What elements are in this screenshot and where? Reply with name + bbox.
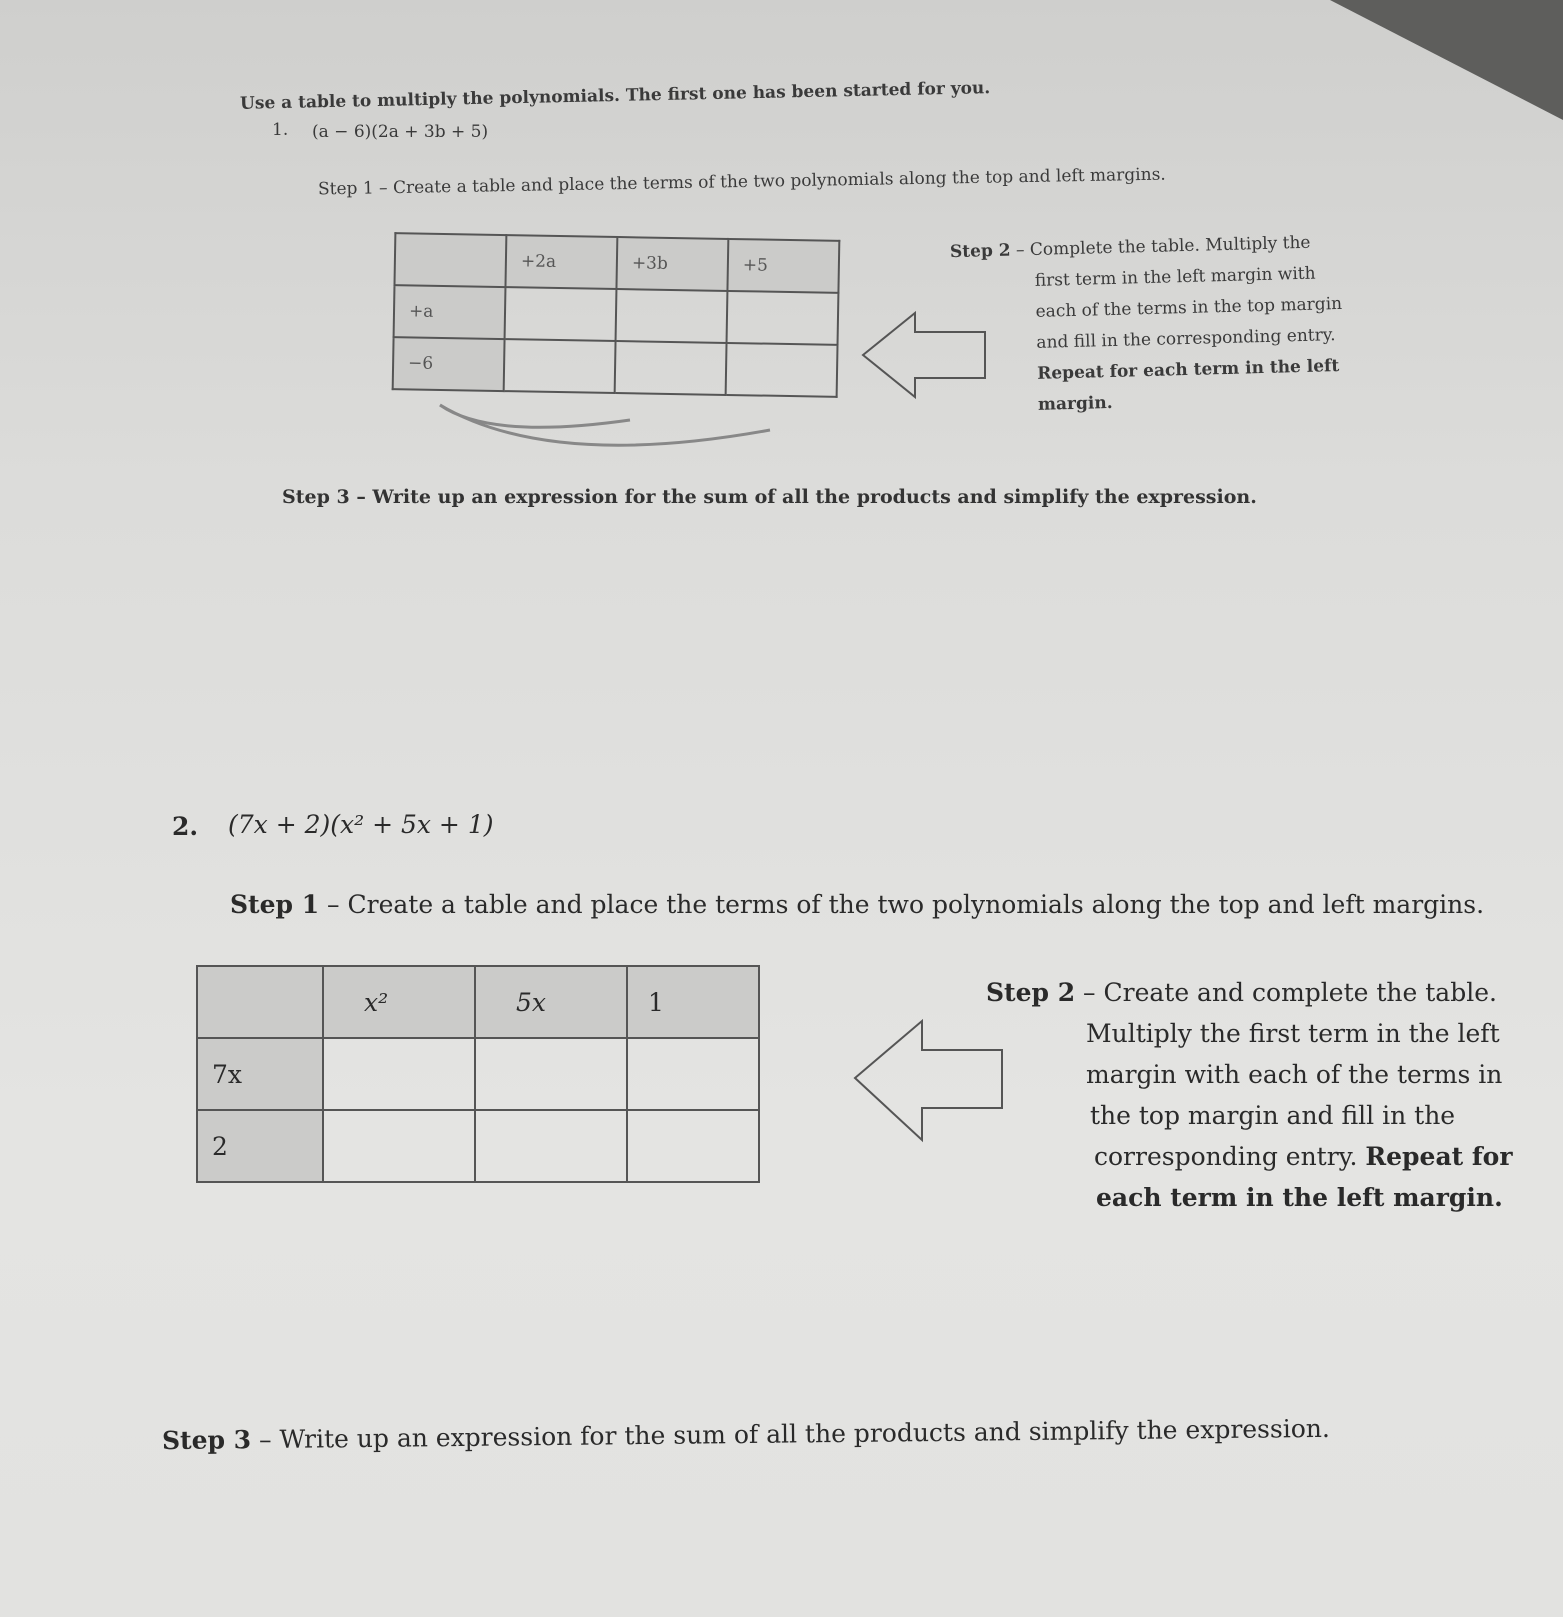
problem2-step2 [986,972,1513,1218]
top-term: 1 [627,966,759,1038]
left-term: 7x [197,1038,323,1110]
product-cell[interactable] [475,1110,627,1182]
product-cell[interactable] [504,339,616,393]
instructions: Use a table to multiply the polynomials. The first one has been started for you. [239,78,991,114]
product-cell[interactable] [727,291,839,345]
product-cell[interactable] [627,1110,759,1182]
step2-label: Step 2 [949,240,1011,263]
step1-label: Step 1 [230,890,320,919]
step1-text: – Create a table and place the terms of the two polynomials along the top and left margins. [319,890,1485,919]
step2-line: margin with each of the terms in [1086,1060,1503,1089]
step2-line: Multiply the first term in the left [1086,1019,1500,1048]
step2-line: the top margin and fill in the [1090,1101,1456,1130]
corner-cell [394,233,506,287]
top-term: 5x [475,966,627,1038]
problem2-table [196,965,760,1183]
problem1-expression: (a − 6)(2a + 3b + 5) [312,122,489,142]
top-term: +5 [727,239,839,293]
product-cell[interactable] [323,1110,475,1182]
step2-line: Repeat for each term in the left [1036,355,1340,384]
left-term: +a [394,285,506,339]
step2-line: – Create and complete the table. [1075,978,1497,1007]
step2-line: corresponding entry. [1094,1142,1366,1171]
top-term: +3b [616,237,728,291]
product-cell[interactable] [615,341,727,395]
step2-bold: Repeat for [1365,1142,1513,1171]
problem2-step1 [230,890,1484,919]
problem1-step2 [950,227,1345,423]
problem1-step1: Step 1 – Create a table and place the terms of the two polynomials along the top and left margins. [317,164,1166,200]
step2-line: and fill in the corresponding entry. [1036,325,1336,353]
step2-bold: each term in the left margin. [1096,1183,1503,1212]
product-cell[interactable] [726,343,838,397]
top-term: x² [323,966,475,1038]
left-term: 2 [197,1110,323,1182]
product-cell[interactable] [505,287,617,341]
product-cell[interactable] [627,1038,759,1110]
curved-arrows-icon [430,400,790,470]
problem1-table [392,232,841,398]
problem1-step3: Step 3 – Write up an expression for the sum of all the products and simplify the expression. [282,486,1257,508]
step2-line: first term in the left margin with [1034,263,1316,291]
step2-line: margin. [1037,392,1113,415]
step3-text: – Write up an expression for the sum of all the products and simplify the expression. [250,1413,1331,1455]
product-cell[interactable] [475,1038,627,1110]
step3-label: Step 3 [161,1425,252,1456]
step2-label: Step 2 [986,978,1076,1007]
product-cell[interactable] [323,1038,475,1110]
problem2-number: 2. [172,812,199,841]
step2-line: each of the terms in the top margin [1035,293,1343,322]
corner-cell [197,966,323,1038]
product-cell[interactable] [616,289,728,343]
problem2-expression: (7x + 2)(x² + 5x + 1) [228,810,494,839]
top-term: +2a [505,235,617,289]
step2-line: – Complete the table. Multiply the [1010,232,1311,261]
left-term: −6 [393,337,505,391]
problem1-number: 1. [272,120,289,140]
